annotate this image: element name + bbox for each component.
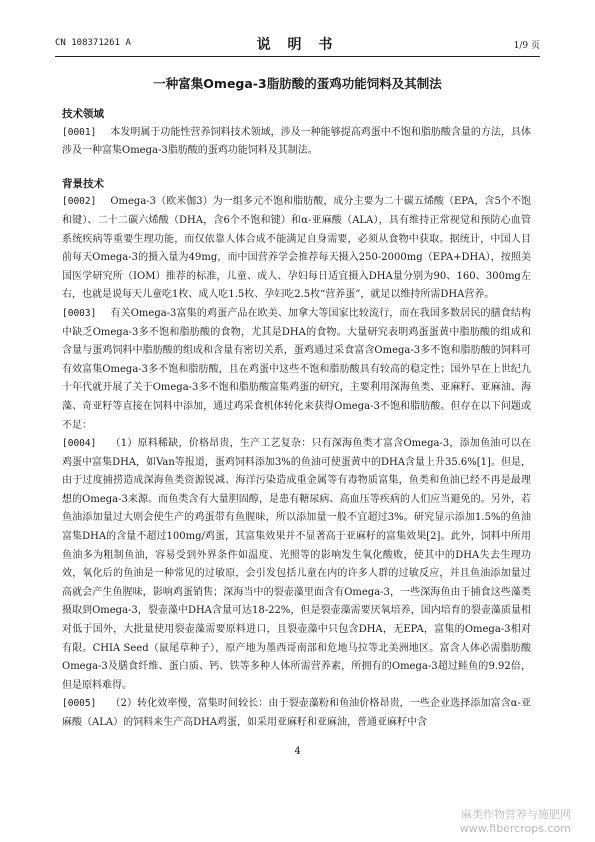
paragraph-number: [0003] bbox=[62, 307, 97, 319]
paragraph-0001 bbox=[62, 124, 531, 161]
paragraph-text: 本发明属于功能性营养饲料技术领域，涉及一种能够提高鸡蛋中不饱和脂肪酸含量的方法，具体涉及一种富集Omega-3脂肪酸的蛋鸡功能饲料及其制法。 bbox=[62, 126, 531, 157]
paragraph-number: [0005] bbox=[62, 698, 97, 710]
watermark-url: www.fibercrops.com bbox=[459, 822, 571, 835]
watermark-title: 麻类作物营养与施肥网 bbox=[461, 808, 571, 821]
paragraph-number: [0001] bbox=[62, 126, 97, 138]
section-label: 说 明 书 bbox=[256, 37, 339, 53]
paragraph-0003 bbox=[62, 305, 531, 435]
paragraph-number: [0002] bbox=[62, 196, 97, 208]
header-rule bbox=[55, 56, 540, 57]
paragraph-0002 bbox=[62, 193, 531, 305]
paragraph-text: （1）原料稀缺，价格昂贵，生产工艺复杂：只有深海鱼类才富含Omega-3，添加鱼油可以在鸡蛋中富集DHA，如Van等报道，蛋鸡饲料添加3%的鱼油可使蛋黄中的DHA含量上升35.6%[1]。但是，由于过度捕捞造成深海鱼类资源锐减、海洋污染造成重金属等有毒物质富集，鱼类和鱼油已经不再是最理想的Omega-3来源。而鱼类含有大量胆固醇，是患有糖尿病、高血压等疾病的人们应当避免的。另外，若鱼油添加量过大则会使生产的鸡蛋带有鱼腥味，所以添加量一般不宜超过3%。研究显示添加1.5%的鱼油富集DHA的含量不超过100mg/鸡蛋，其富集效果并不显著高于亚麻籽的富集效果[2]。此外，饲料中所用鱼油多为粗制鱼油，容易受到外界条件如温度、光照等的影响发生氧化酸败，使其中的DHA失去生理功效，氧化后的鱼油是一种常见的过敏原，会引发包括儿童在内的许多人群的过敏反应，并且鱼油添加量过高就会产生鱼腥味，影响鸡蛋销售；深海当中的裂壶藻里面含有Omega-3，一些深海鱼由于捕食这些藻类摄取到Omega-3，裂壶藻中DHA含量可达18-22%，但是裂壶藻需要厌氧培养，国内培育的裂壶藻质量相对低于国外，大批量使用裂壶藻需要原料进口，且裂壶藻中只包含DHA，无EPA，富集的Omega-3相对有限。CHIA Seed（鼠尾草种子），原产地为墨西哥南部和危地马拉等北美洲地区。富含人体必需脂肪酸Omega-3及膳食纤维、蛋白质、钙、铁等多种人体所需营养素，所拥有的Omega-3超过鲑鱼的9.92倍，但是原料难得。 bbox=[62, 438, 531, 691]
section-heading-technical-field: 技术领域 bbox=[62, 108, 104, 120]
site-watermark bbox=[460, 808, 571, 836]
paragraph-number: [0004] bbox=[62, 438, 97, 450]
paragraph-0005 bbox=[62, 695, 531, 732]
patent-number: CN 108371261 A bbox=[55, 38, 131, 48]
document-body bbox=[62, 105, 531, 733]
page-header bbox=[55, 32, 540, 54]
paragraph-0004 bbox=[62, 435, 531, 695]
section-heading-background: 背景技术 bbox=[62, 177, 104, 190]
paragraph-text: （2）转化效率慢，富集时间较长：由于裂壶藻粉和鱼油价格昂贵，一些企业选择添加富含α-亚麻酸（ALA）的饲料来生产高DHA鸡蛋，如采用亚麻籽和亚麻油，普通亚麻籽中含 bbox=[62, 698, 531, 728]
paragraph-text: Omega-3（欧米伽3）为一组多元不饱和脂肪酸，成分主要为二十碳五烯酸（EPA，含5个不饱和键）、二十二碳六烯酸（DHA，含6个不饱和键）和α-亚麻酸（ALA），具有维持正常视觉和预防心血管系统疾病等重要生理功能，而仅依靠人体合成不能满足自身需要，必须从食物中获取。据统计，中国人目前每天Omega-3的摄入量为49mg，而中国营养学会推荐每天摄入250-2000mg（EPA+DHA），按照美国医学研究所（IOM）推荐的标准，儿童、成人、孕妇每日适宜摄入DHA量分别为90、160、300mg左右，也就是说每天儿童吃1枚、成人吃1.5枚、孕妇吃2.5枚“营养蛋”，就足以维持所需DHA营养。 bbox=[62, 196, 531, 301]
page-number: 4 bbox=[294, 746, 301, 757]
paragraph-text: 有关Omega-3富集的鸡蛋产品在欧美、加拿大等国家比较流行，而在我国多数居民的膳食结构中缺乏Omega-3多不饱和脂肪酸的食物，尤其是DHA的食物。大量研究表明鸡蛋蛋黄中脂肪酸的组成和含量与蛋鸡饲料中脂肪酸的组成和含量有密切关系，蛋鸡通过采食富含Omega-3多不饱和脂肪酸的饲料可有效富集Omega-3多不饱和脂肪酸，且在鸡蛋中这些不饱和脂肪酸具有较高的稳定性；国外早在上世纪九十年代就开展了关于Omega-3多不饱和脂肪酸富集鸡蛋的研究，主要利用深海鱼类、亚麻籽、亚麻油、海藻、奇亚籽等直接在饲料中添加，通过鸡采食机体转化来获得Omega-3不饱和脂肪酸。但存在以下问题或不足： bbox=[62, 307, 531, 431]
page-indicator: 1/9 页 bbox=[513, 41, 540, 51]
document-title: 一种富集Omega-3脂肪酸的蛋鸡功能饲料及其制法 bbox=[153, 76, 442, 91]
